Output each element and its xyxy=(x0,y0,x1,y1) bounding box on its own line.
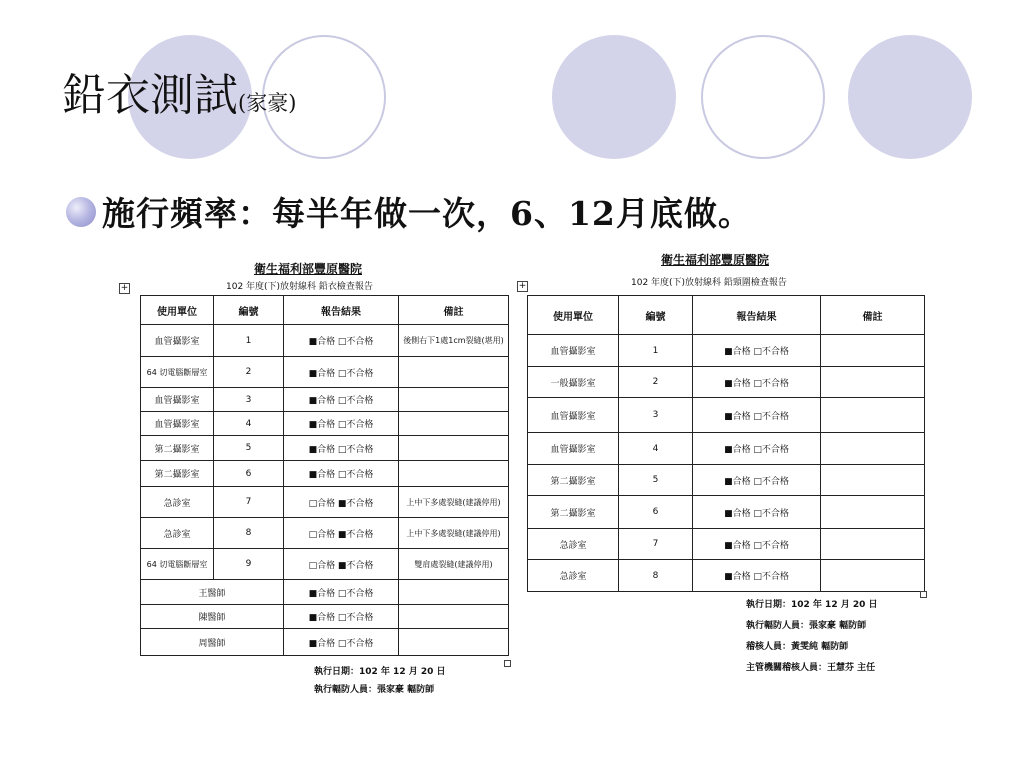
cell-number: 5 xyxy=(214,436,284,461)
table-row xyxy=(528,398,925,433)
cell-note xyxy=(399,436,509,461)
table-row xyxy=(141,436,509,461)
cell-result: ■合格 □不合格 xyxy=(693,529,821,560)
header-result: 報告結果 xyxy=(693,296,821,335)
table-header-row xyxy=(528,296,925,335)
cell-unit: 血管攝影室 xyxy=(528,398,619,433)
slide-title xyxy=(62,68,296,131)
header-number: 編號 xyxy=(619,296,693,335)
cell-number: 9 xyxy=(214,549,284,580)
cell-number: 2 xyxy=(214,357,284,388)
cell-result: ■合格 □不合格 xyxy=(284,388,399,412)
doc-right-table xyxy=(527,295,925,592)
cell-unit: 64 切電腦斷層室 xyxy=(141,357,214,388)
cell-note xyxy=(821,529,925,560)
cell-number: 1 xyxy=(619,335,693,367)
cell-note xyxy=(399,357,509,388)
doc-right-footer-staff: 執行輻防人員：張家豪 輻防師 xyxy=(746,621,867,631)
doc-left-footer-date: 執行日期：102 年 12 月 20 日 xyxy=(314,667,446,677)
cell-result: □合格 ■不合格 xyxy=(284,487,399,518)
table-row xyxy=(141,461,509,487)
cell-unit: 64 切電腦斷層室 xyxy=(141,549,214,580)
cell-result: ■合格 □不合格 xyxy=(693,465,821,496)
table-row xyxy=(528,335,925,367)
header-unit: 使用單位 xyxy=(141,296,214,325)
doc-left-footer-staff: 執行輻防人員：張家豪 輻防師 xyxy=(314,685,435,695)
table-row xyxy=(141,549,509,580)
decor-circle-5 xyxy=(848,35,972,159)
cell-unit: 第二攝影室 xyxy=(528,496,619,529)
cell-unit: 急診室 xyxy=(141,487,214,518)
header-note: 備註 xyxy=(399,296,509,325)
doc-left-hospital: 衛生福利部豐原醫院 xyxy=(254,262,363,276)
cell-result: ■合格 □不合格 xyxy=(284,412,399,436)
cell-unit: 急診室 xyxy=(528,560,619,592)
cell-note xyxy=(399,580,509,605)
slide-title-main: 鉛衣測試 xyxy=(62,70,238,121)
cell-number: 4 xyxy=(619,433,693,465)
doctor-row xyxy=(141,580,509,605)
cell-number: 8 xyxy=(619,560,693,592)
doc-right-footer-date: 執行日期：102 年 12 月 20 日 xyxy=(746,600,878,610)
cell-unit: 血管攝影室 xyxy=(141,412,214,436)
cell-note xyxy=(399,629,509,656)
table-row xyxy=(141,388,509,412)
cell-unit: 急診室 xyxy=(528,529,619,560)
cell-result: □合格 ■不合格 xyxy=(284,518,399,549)
cell-number: 3 xyxy=(619,398,693,433)
cell-result: ■合格 □不合格 xyxy=(693,496,821,529)
cell-unit: 血管攝影室 xyxy=(528,433,619,465)
cell-unit: 第二攝影室 xyxy=(528,465,619,496)
cell-unit: 一般攝影室 xyxy=(528,367,619,398)
bullet-icon xyxy=(66,197,96,227)
table-row xyxy=(528,496,925,529)
decor-circle-3 xyxy=(552,35,676,159)
cell-result: ■合格 □不合格 xyxy=(693,433,821,465)
cell-number: 3 xyxy=(214,388,284,412)
cell-result: ■合格 □不合格 xyxy=(284,461,399,487)
cell-unit: 急診室 xyxy=(141,518,214,549)
cell-note xyxy=(821,367,925,398)
cell-number: 7 xyxy=(619,529,693,560)
cell-number: 7 xyxy=(214,487,284,518)
table-row xyxy=(141,518,509,549)
cell-note xyxy=(399,388,509,412)
cell-result: ■合格 □不合格 xyxy=(284,325,399,357)
cell-note xyxy=(821,560,925,592)
cell-number: 8 xyxy=(214,518,284,549)
table-row xyxy=(528,529,925,560)
cell-doctor: 王醫師 xyxy=(141,580,284,605)
cell-unit: 第二攝影室 xyxy=(141,436,214,461)
doc-left-table xyxy=(140,295,509,656)
cell-note xyxy=(399,461,509,487)
cell-result: ■合格 □不合格 xyxy=(284,436,399,461)
cell-number: 2 xyxy=(619,367,693,398)
cell-result: ■合格 □不合格 xyxy=(284,357,399,388)
table-row xyxy=(528,465,925,496)
cell-unit: 血管攝影室 xyxy=(141,325,214,357)
doctor-row xyxy=(141,605,509,629)
cell-note xyxy=(821,433,925,465)
cell-note xyxy=(821,398,925,433)
cell-number: 5 xyxy=(619,465,693,496)
cell-result: □合格 ■不合格 xyxy=(284,549,399,580)
doc-right-subtitle: 102 年度(下)放射線科 鉛頸圍檢查報告 xyxy=(631,278,787,288)
doc-right-move-handle[interactable]: + xyxy=(518,281,527,291)
header-result: 報告結果 xyxy=(284,296,399,325)
cell-unit: 血管攝影室 xyxy=(141,388,214,412)
bullet-text: 施行頻率：每半年做一次，6、12月底做。 xyxy=(102,194,752,233)
cell-note: 上中下多處裂縫(建議停用) xyxy=(399,487,509,518)
cell-note: 上中下多處裂縫(建議停用) xyxy=(399,518,509,549)
slide-title-sub: (家豪) xyxy=(238,91,297,115)
table-row xyxy=(528,367,925,398)
doctor-row xyxy=(141,629,509,656)
cell-note: 雙肩處裂縫(建議停用) xyxy=(399,549,509,580)
table-row xyxy=(528,560,925,592)
cell-result: ■合格 □不合格 xyxy=(693,560,821,592)
cell-note xyxy=(399,412,509,436)
table-header-row xyxy=(141,296,509,325)
cell-note xyxy=(821,465,925,496)
cell-doctor: 陳醫師 xyxy=(141,605,284,629)
cell-doctor: 周醫師 xyxy=(141,629,284,656)
cell-result: ■合格 □不合格 xyxy=(284,629,399,656)
cell-unit: 第二攝影室 xyxy=(141,461,214,487)
cell-note xyxy=(399,605,509,629)
cell-result: ■合格 □不合格 xyxy=(693,335,821,367)
doc-right-resize-handle[interactable] xyxy=(920,591,927,598)
table-row xyxy=(141,357,509,388)
bullet-item xyxy=(66,188,752,235)
doc-left-subtitle: 102 年度(下)放射線科 鉛衣檢查報告 xyxy=(226,282,373,292)
doc-left-move-handle[interactable]: + xyxy=(120,283,129,293)
cell-number: 6 xyxy=(214,461,284,487)
cell-result: ■合格 □不合格 xyxy=(284,605,399,629)
decor-circle-4 xyxy=(701,35,825,159)
table-row xyxy=(528,433,925,465)
doc-right-footer-auditor: 稽核人員：黃雯純 輻防師 xyxy=(746,642,849,652)
doc-left-resize-handle[interactable] xyxy=(504,660,511,667)
cell-unit: 血管攝影室 xyxy=(528,335,619,367)
cell-note xyxy=(821,335,925,367)
header-number: 編號 xyxy=(214,296,284,325)
header-unit: 使用單位 xyxy=(528,296,619,335)
cell-result: ■合格 □不合格 xyxy=(693,398,821,433)
table-row xyxy=(141,325,509,357)
cell-result: ■合格 □不合格 xyxy=(284,580,399,605)
cell-number: 1 xyxy=(214,325,284,357)
table-row xyxy=(141,412,509,436)
cell-note xyxy=(821,496,925,529)
cell-result: ■合格 □不合格 xyxy=(693,367,821,398)
header-note: 備註 xyxy=(821,296,925,335)
cell-number: 4 xyxy=(214,412,284,436)
table-row xyxy=(141,487,509,518)
doc-right-hospital: 衛生福利部豐原醫院 xyxy=(661,253,770,267)
doc-right-footer-authority: 主管機關稽核人員：王慧芬 主任 xyxy=(746,663,876,673)
cell-number: 6 xyxy=(619,496,693,529)
cell-note: 後側右下1處1cm裂縫(堪用) xyxy=(399,325,509,357)
